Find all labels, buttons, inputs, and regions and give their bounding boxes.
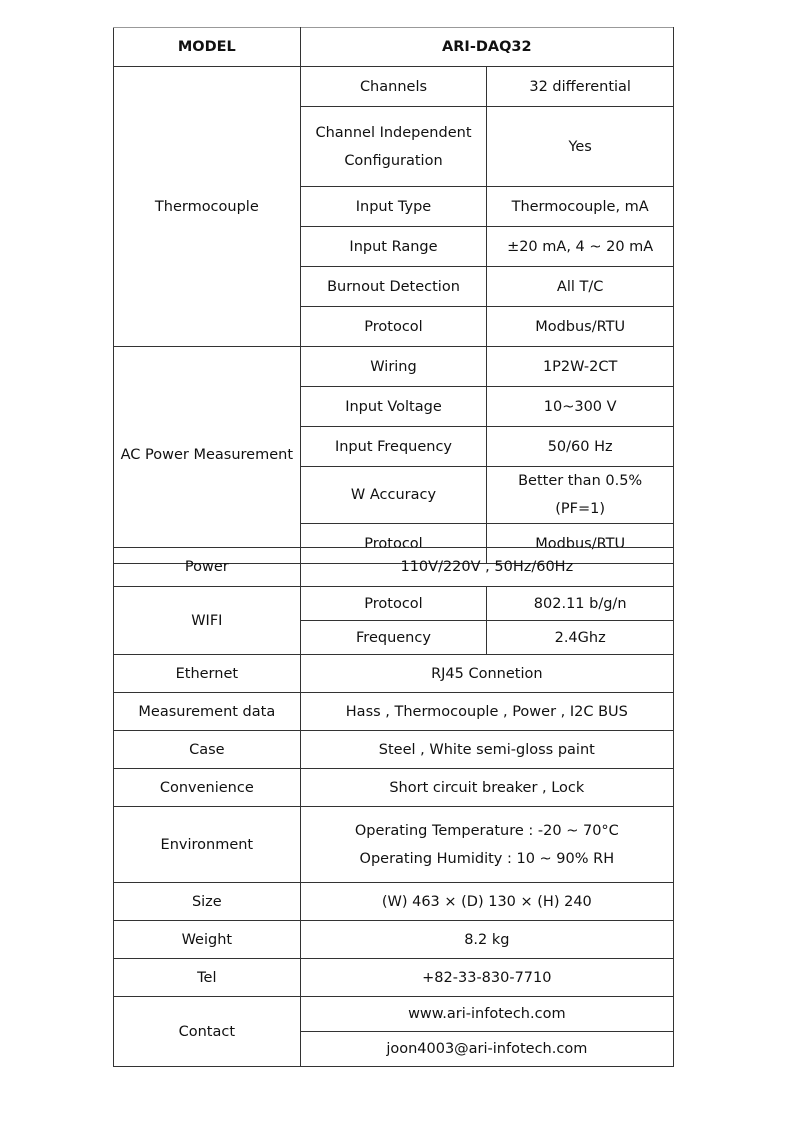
spec-table-general [113, 547, 674, 1067]
power-label: Power [114, 548, 301, 587]
spec-name: Input Voltage [300, 387, 487, 427]
spec-name: W Accuracy [300, 467, 487, 524]
case-value: Steel , White semi-gloss paint [300, 731, 673, 769]
spec-value: 802.11 b/g/n [487, 587, 674, 621]
convenience-label: Convenience [114, 769, 301, 807]
spec-name: Burnout Detection [300, 267, 487, 307]
weight-value: 8.2 kg [300, 921, 673, 959]
spec-name-line2: Configuration [344, 152, 443, 169]
contact-email-link[interactable]: joon4003@ari-infotech.com [300, 1032, 673, 1067]
measurement-value: Hass , Thermocouple , Power , I2C BUS [300, 693, 673, 731]
spec-value: Modbus/RTU [487, 524, 674, 564]
spec-name: Frequency [300, 621, 487, 655]
spec-name-multiline [300, 107, 487, 187]
spec-value: Modbus/RTU [487, 307, 674, 347]
spec-name: Channels [300, 67, 487, 107]
model-label: MODEL [114, 28, 301, 67]
weight-label: Weight [114, 921, 301, 959]
wifi-label: WIFI [114, 587, 301, 655]
spec-name-line1: Channel Independent [315, 124, 472, 141]
spec-value: 32 differential [487, 67, 674, 107]
measurement-label: Measurement data [114, 693, 301, 731]
ethernet-value: RJ45 Connetion [300, 655, 673, 693]
convenience-value: Short circuit breaker , Lock [300, 769, 673, 807]
spec-value: Thermocouple, mA [487, 187, 674, 227]
spec-value: Yes [487, 107, 674, 187]
environment-temperature: Operating Temperature : -20 ~ 70°C [354, 822, 619, 839]
spec-name: Input Type [300, 187, 487, 227]
spec-name: Protocol [300, 524, 487, 564]
spec-value: 1P2W-2CT [487, 347, 674, 387]
spec-table-main [113, 27, 674, 564]
ac-power-label: AC Power Measurement [114, 347, 301, 564]
spec-value: 50/60 Hz [487, 427, 674, 467]
environment-value [300, 807, 673, 883]
tel-label: Tel [114, 959, 301, 997]
model-value: ARI-DAQ32 [300, 28, 673, 67]
spec-value: ±20 mA, 4 ~ 20 mA [487, 227, 674, 267]
thermocouple-label: Thermocouple [114, 67, 301, 347]
size-value: (W) 463 × (D) 130 × (H) 240 [300, 883, 673, 921]
spec-value: Better than 0.5% (PF=1) [487, 467, 674, 524]
case-label: Case [114, 731, 301, 769]
spec-value: 2.4Ghz [487, 621, 674, 655]
spec-value: 10~300 V [487, 387, 674, 427]
power-value: 110V/220V , 50Hz/60Hz [300, 548, 673, 587]
contact-website-link[interactable]: www.ari-infotech.com [300, 997, 673, 1032]
environment-humidity: Operating Humidity : 10 ~ 90% RH [359, 850, 615, 867]
spec-value: All T/C [487, 267, 674, 307]
spec-name: Input Frequency [300, 427, 487, 467]
tel-value: +82-33-830-7710 [300, 959, 673, 997]
spec-name: Protocol [300, 587, 487, 621]
ethernet-label: Ethernet [114, 655, 301, 693]
environment-label: Environment [114, 807, 301, 883]
size-label: Size [114, 883, 301, 921]
contact-label: Contact [114, 997, 301, 1067]
spec-name: Protocol [300, 307, 487, 347]
spec-name: Input Range [300, 227, 487, 267]
spec-name: Wiring [300, 347, 487, 387]
